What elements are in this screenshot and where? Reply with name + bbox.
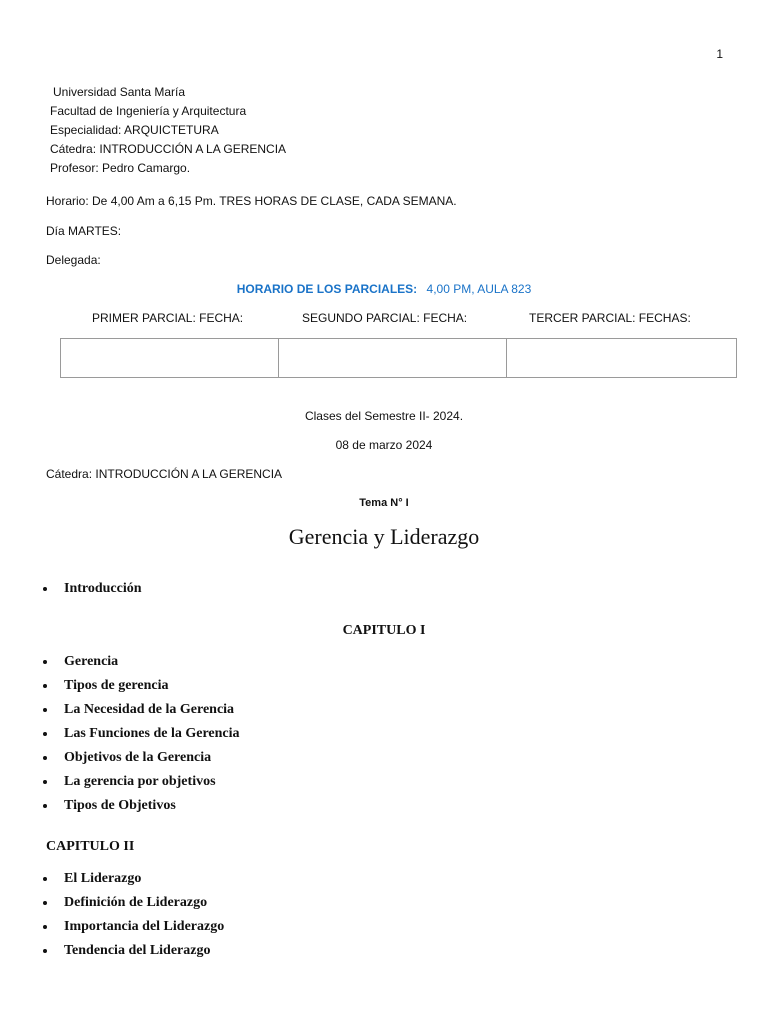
delegate-label: Delegada: [46, 253, 101, 267]
bullet-icon [43, 925, 47, 929]
intro-list [40, 577, 142, 601]
list-item: Tendencia del Liderazgo [40, 939, 224, 963]
bullet-icon [43, 660, 47, 664]
bullet-icon [43, 708, 47, 712]
document-title: Gerencia y Liderazgo [288, 524, 480, 549]
third-exam-date-cell [507, 339, 737, 378]
faculty-name: Facultad de Ingeniería y Arquitectura [50, 104, 247, 118]
list-item: Tipos de gerencia [40, 674, 240, 698]
exam-schedule-details: 4,00 PM, AULA 823 [426, 282, 532, 296]
table-row [61, 339, 737, 378]
exam-schedule-line [0, 282, 768, 296]
list-item: Las Funciones de la Gerencia [40, 722, 240, 746]
second-exam-date-cell [279, 339, 507, 378]
bullet-icon [43, 756, 47, 760]
first-exam-date-cell [61, 339, 279, 378]
document-header [50, 83, 286, 178]
bullet-icon [43, 901, 47, 905]
course-chair-repeat: Cátedra: INTRODUCCIÓN A LA GERENCIA [46, 467, 283, 481]
exam-schedule-heading: HORARIO DE LOS PARCIALES: [236, 282, 418, 296]
class-date: 08 de marzo 2024 [335, 438, 433, 452]
class-day: Día MARTES: [46, 224, 122, 238]
page-number: 1 [716, 47, 723, 61]
list-item: El Liderazgo [40, 867, 224, 891]
bullet-icon [43, 877, 47, 881]
chapter-2-list [40, 867, 224, 963]
class-schedule: Horario: De 4,00 Am a 6,15 Pm. TRES HORAS DE CLASE, CADA SEMANA. [46, 194, 457, 208]
topic-label: Tema N° I [359, 497, 409, 509]
list-item: La Necesidad de la Gerencia [40, 698, 240, 722]
university-name: Universidad Santa María [53, 85, 186, 99]
semester-label: Clases del Semestre II- 2024. [304, 409, 464, 423]
list-item: Tipos de Objetivos [40, 794, 240, 818]
list-item: Introducción [40, 577, 142, 601]
list-item: Gerencia [40, 650, 240, 674]
chapter-1-heading: CAPITULO I [342, 623, 426, 638]
chapter-1-list [40, 650, 240, 818]
list-item: La gerencia por objetivos [40, 770, 240, 794]
professor: Profesor: Pedro Camargo. [50, 161, 191, 175]
bullet-icon [43, 804, 47, 808]
chapter-2-heading: CAPITULO II [46, 839, 135, 854]
bullet-icon [43, 732, 47, 736]
list-item: Importancia del Liderazgo [40, 915, 224, 939]
bullet-icon [43, 587, 47, 591]
bullet-icon [43, 780, 47, 784]
exam-dates-table [60, 338, 737, 378]
list-item: Definición de Liderazgo [40, 891, 224, 915]
first-exam-label: PRIMER PARCIAL: FECHA: [92, 311, 244, 325]
bullet-icon [43, 684, 47, 688]
bullet-icon [43, 949, 47, 953]
list-item: Objetivos de la Gerencia [40, 746, 240, 770]
specialty: Especialidad: ARQUICTETURA [50, 123, 219, 137]
second-exam-label: SEGUNDO PARCIAL: FECHA: [302, 311, 468, 325]
course-chair: Cátedra: INTRODUCCIÓN A LA GERENCIA [50, 142, 287, 156]
third-exam-label: TERCER PARCIAL: FECHAS: [529, 311, 691, 325]
